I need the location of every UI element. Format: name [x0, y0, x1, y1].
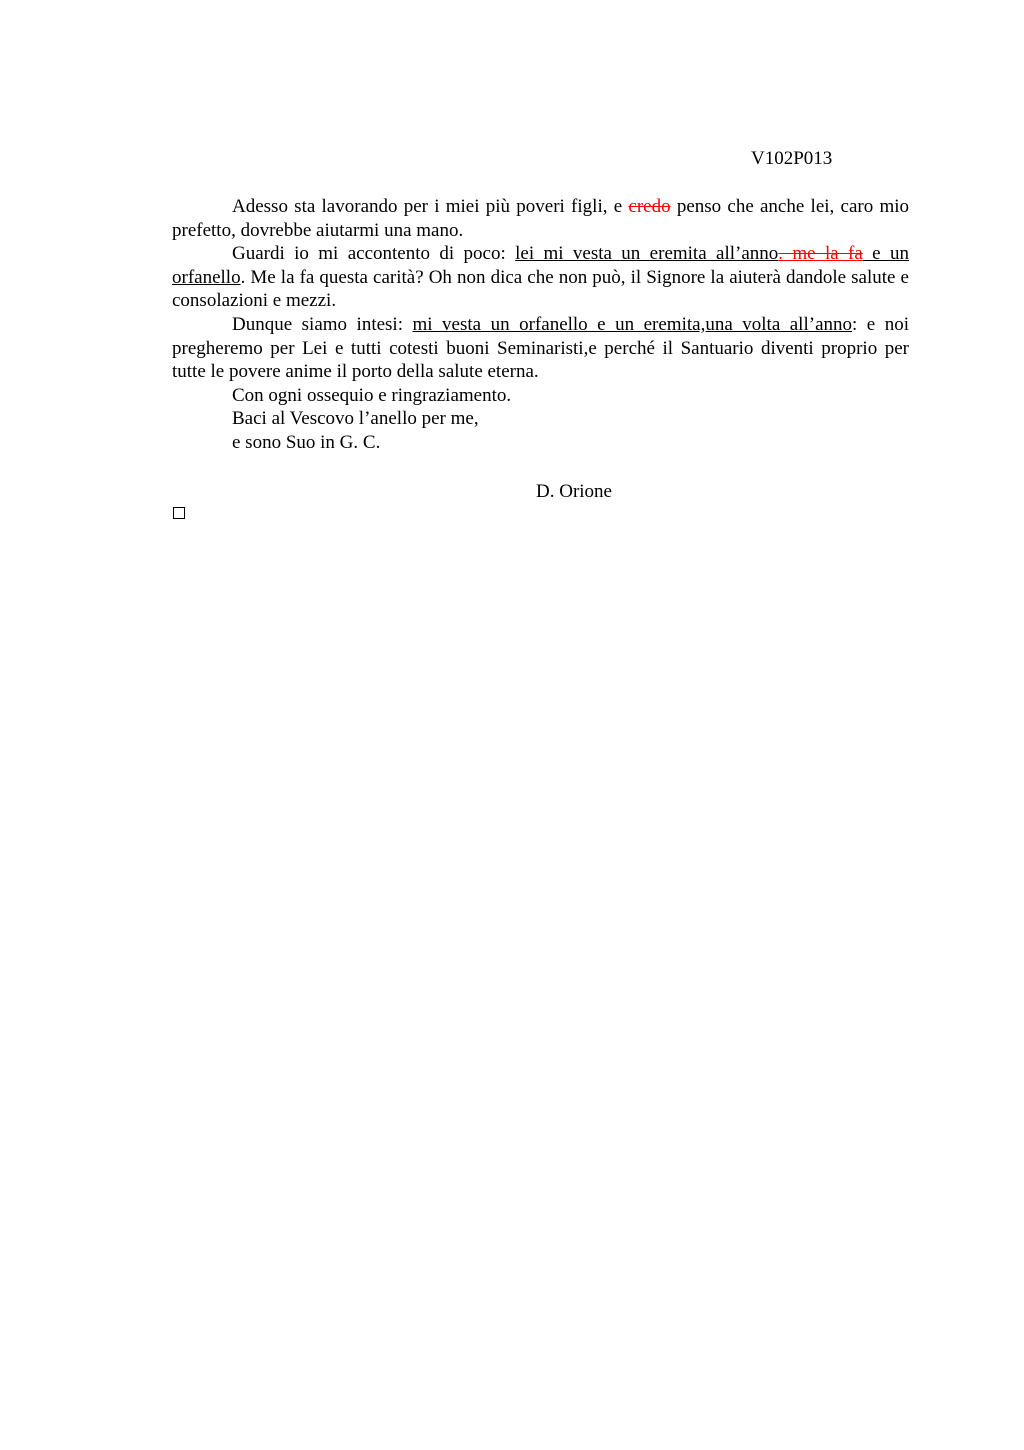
signature: D. Orione [536, 481, 612, 502]
document-id: V102P013 [751, 148, 833, 169]
paragraph-1-text-a: Adesso sta lavorando per i miei più poveri figli, e [232, 196, 629, 217]
underlined-phrase-1: lei mi vesta un eremita all’anno [515, 243, 779, 265]
paragraph-2-text-a: Guardi io mi accontento di poco: [232, 243, 516, 265]
closing-line-3: e sono Suo in G. C. [232, 431, 381, 453]
end-marker-box-icon [173, 507, 185, 519]
deleted-phrase: . me la fa [778, 243, 863, 265]
deleted-word: credo [628, 196, 671, 217]
paragraph-1 [172, 195, 909, 242]
closing-line-2: Baci al Vescovo l’anello per me, [232, 408, 479, 430]
underlined-phrase-2: e un orfanello [172, 243, 909, 288]
paragraph-3 [172, 313, 909, 384]
paragraph-2-text-b: . Me la fa questa carità? Oh non dica che non può, il Signore la aiuterà dandole salute e consolazioni e mezzi. [172, 266, 909, 312]
closing-line-1: Con ogni ossequio e ringraziamento. [232, 384, 512, 406]
paragraph-3-text-a: Dunque siamo intesi: [232, 313, 413, 335]
paragraph-2 [172, 242, 909, 313]
underlined-phrase-3: mi vesta un orfanello e un eremita,una volta all’anno [412, 313, 853, 335]
letter-body [172, 195, 909, 455]
paragraph-3-text-b: : e noi pregheremo per Lei e tutti cotesti buoni Seminaristi,e perché il Santuario diventi proprio per tutte le povere anime il porto della salute eterna. [172, 313, 910, 383]
paragraph-1-text-b: penso che anche lei, caro mio prefetto, dovrebbe aiutarmi una mano. [172, 196, 910, 241]
